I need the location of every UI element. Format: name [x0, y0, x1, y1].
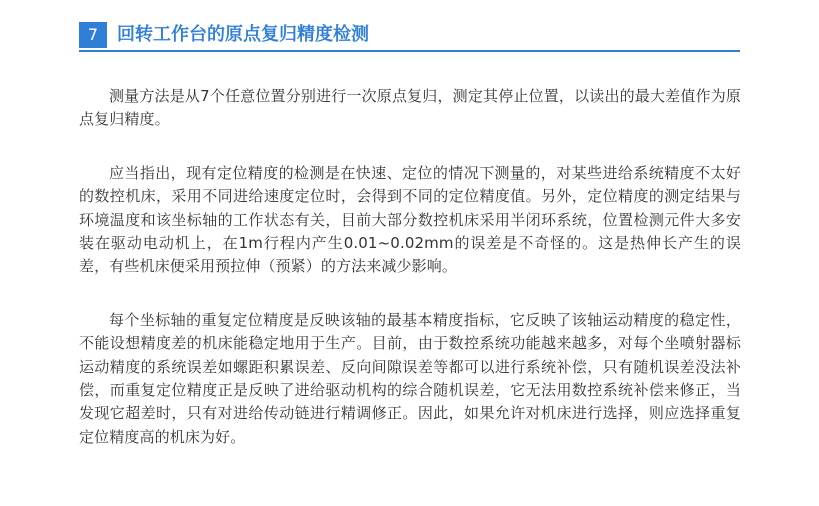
paragraph-repeatability: 每个坐标轴的重复定位精度是反映该轴的最基本精度指标，它反映了该轴运动精度的稳定性，不能设想精度差的机床能稳定地用于生产。目前，由于数控系统功能越来越多，对每个坐喷射器标运动精度的系统误差如螺距积累误差、反向间隙误差等都可以进行系统补偿，只有随机误差没法补偿，而重复定位精度正是反映了进给驱动机构的综合随机误差，它无法用数控系统补偿来修正，当发现它超差时，只有对进给传动链进行精调修正。因此，如果允许对机床进行选择，则应选择重复定位精度高的机床为好。	[79, 310, 741, 446]
section-title: 回转工作台的原点复归精度检测	[117, 24, 369, 45]
article-body	[79, 85, 741, 479]
paragraph-positioning-accuracy: 应当指出，现有定位精度的检测是在快速、定位的情况下测量的，对某些进给系统精度不太好的数控机床，采用不同进给速度定位时，会得到不同的定位精度值。另外，定位精度的测定结果与环境温度和该坐标轴的工作状态有关，目前大部分数控机床采用半闭环系统，位置检测元件大多安装在驱动电动机上，在1m行程内产生0.01~0.02mm的误差是不奇怪的。这是热伸长产生的误差，有些机床便采用预拉伸（预紧）的方法来减少影响。	[79, 163, 741, 276]
section-header	[79, 22, 740, 52]
paragraph-measurement-method: 测量方法是从7个任意位置分别进行一次原点复归，测定其停止位置，以读出的最大差值作为原点复归精度。	[79, 87, 741, 129]
section-number-badge: 7	[79, 22, 107, 48]
